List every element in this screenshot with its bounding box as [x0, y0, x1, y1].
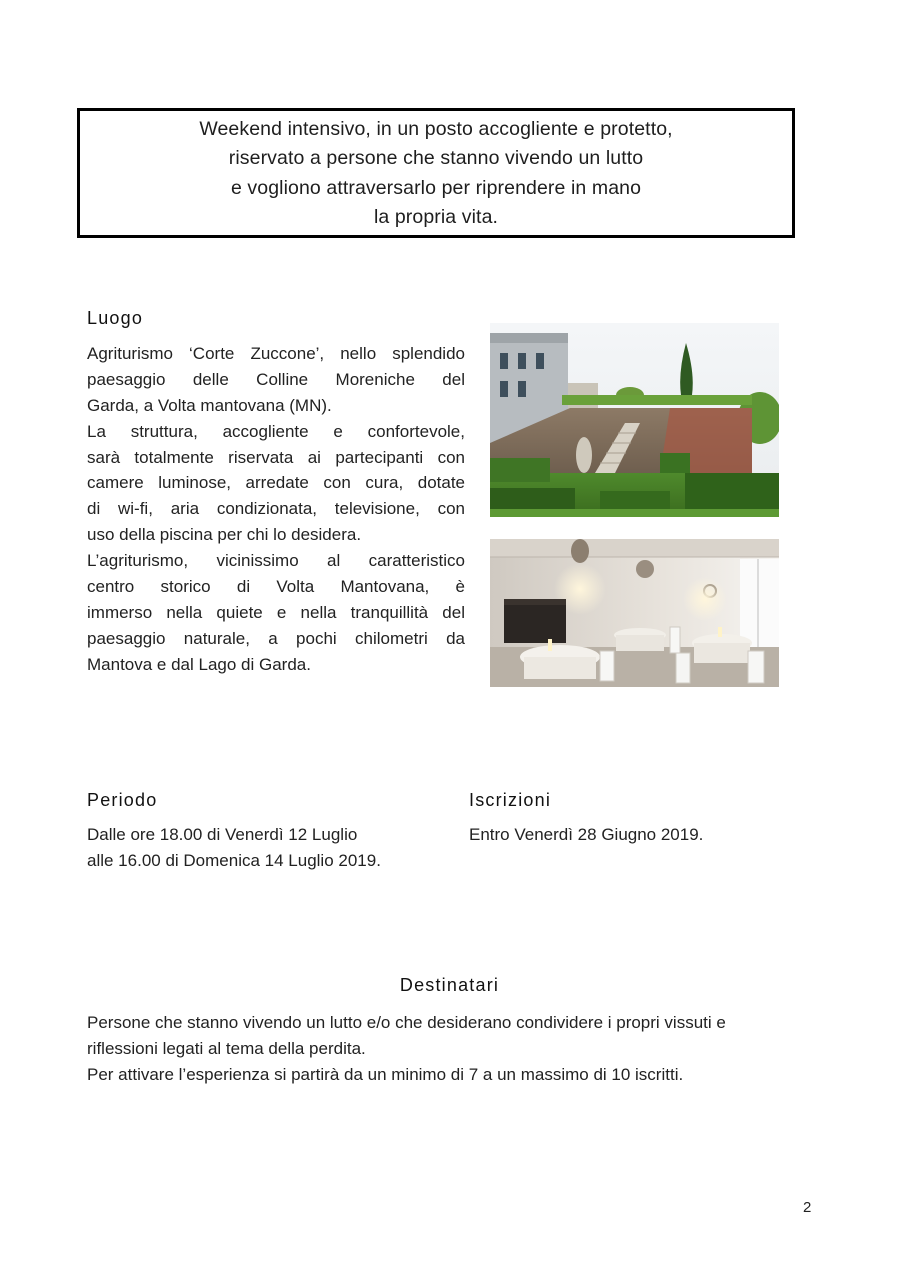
- text-line: L’agriturismo, vicinissimo al caratteristico: [87, 551, 465, 571]
- luogo-text: [87, 341, 465, 678]
- text-line: uso della piscina per chi lo desidera.: [87, 525, 362, 545]
- text-line: centro storico di Volta Mantovana, è: [87, 577, 465, 597]
- periodo-text: [87, 822, 381, 874]
- text-line: alle 16.00 di Domenica 14 Luglio 2019.: [87, 850, 381, 870]
- text-line: camere luminose, arredate con cura, dotate: [87, 473, 465, 493]
- text-line: Garda, a Volta mantovana (MN).: [87, 395, 332, 415]
- text-line: paesaggio naturale, a pochi chilometri da: [87, 628, 465, 648]
- text-line: riflessioni legati al tema della perdita.: [87, 1038, 366, 1058]
- text-line: Per attivare l’esperienza si partirà da un minimo di 7 a un massimo di 10 iscritti.: [87, 1064, 684, 1084]
- text-line: La struttura, accogliente e confortevole,: [87, 421, 465, 441]
- iscrizioni-heading: Iscrizioni: [469, 790, 552, 810]
- intro-line: e vogliono attraversarlo per riprendere in mano: [230, 176, 642, 199]
- text-line: Agriturismo ‘Corte Zuccone’, nello splendido: [87, 344, 465, 363]
- text-line: paesaggio delle Colline Moreniche del: [87, 369, 465, 389]
- text-line: sarà totalmente riservata ai partecipanti con: [87, 447, 465, 467]
- luogo-heading: Luogo: [87, 308, 144, 328]
- intro-box: [77, 108, 795, 238]
- text-line: Entro Venerdì 28 Giugno 2019.: [469, 825, 704, 844]
- text-line: immerso nella quiete e nella tranquillità del: [87, 602, 465, 622]
- intro-line: Weekend intensivo, in un posto accogliente e protetto,: [199, 118, 673, 140]
- intro-line: la propria vita.: [373, 205, 499, 228]
- dining-room-photo: [490, 539, 779, 687]
- destinatari-text: [87, 1010, 726, 1088]
- intro-line: riservato a persone che stanno vivendo un lutto: [228, 147, 644, 170]
- text-line: di wi-fi, aria condizionata, televisione, con: [87, 499, 465, 519]
- periodo-heading: Periodo: [87, 790, 158, 810]
- text-line: Persone che stanno vivendo un lutto e/o che desiderano condividere i propri vissuti e: [87, 1013, 726, 1032]
- destinatari-heading: Destinatari: [399, 975, 500, 995]
- text-line: Mantova e dal Lago di Garda.: [87, 654, 311, 674]
- garden-photo: [490, 323, 779, 517]
- text-line: Dalle ore 18.00 di Venerdì 12 Luglio: [87, 825, 358, 844]
- iscrizioni-text: [469, 822, 703, 848]
- page-number: 2: [803, 1199, 812, 1216]
